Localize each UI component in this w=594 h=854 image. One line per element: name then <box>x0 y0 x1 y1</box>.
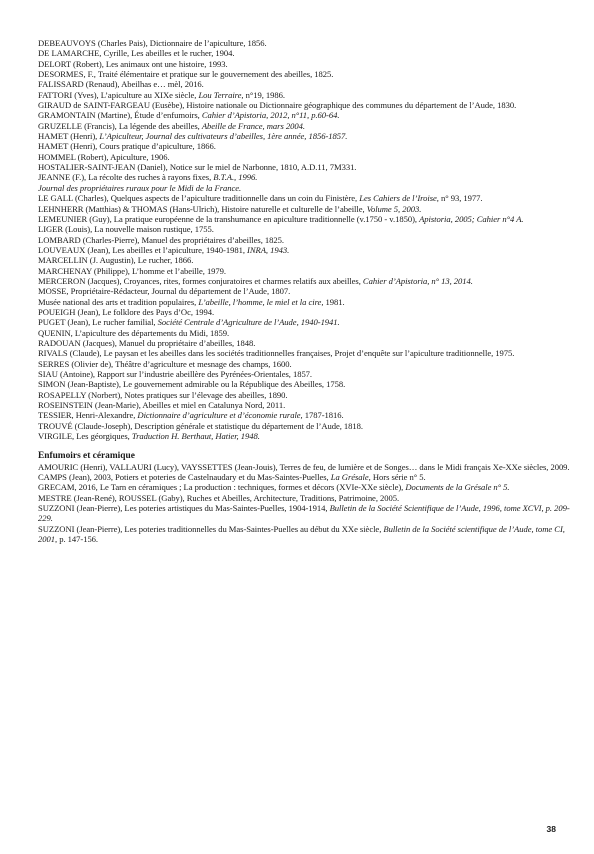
bibliography-entry <box>38 286 570 296</box>
bibliography-entry <box>38 472 570 482</box>
entry-italic-text: Journal des propriétaires ruraux pour le Midi de la France. <box>38 182 242 193</box>
bibliography-entry <box>38 255 570 265</box>
entry-text: DE LAMARCHE, Cyrille, Les abeilles et le rucher, 1904. <box>38 48 235 59</box>
bibliography-entry <box>38 493 570 503</box>
bibliography-entry <box>38 235 570 245</box>
bibliography-entry <box>38 462 570 472</box>
entry-text: VIRGILE, Les géorgiques, <box>38 431 132 442</box>
entry-text: Musée national des arts et tradition populaires, <box>38 296 199 307</box>
entry-trailing-text: , Hors série n° 5. <box>368 472 426 483</box>
bibliography-entry <box>38 400 570 410</box>
entry-italic-text: La Grésale <box>330 472 369 483</box>
entry-italic-text: INRA, 1943. <box>247 244 290 255</box>
entry-trailing-text: , 1981. <box>321 296 345 307</box>
entry-text: MOSSE, Propriétaire-Rédacteur, Journal du département de l’Aude, 1807. <box>38 286 291 297</box>
entry-trailing-text: , p. 147-156. <box>55 534 99 545</box>
entry-text: LOUVEAUX (Jean), Les abeilles et l’apiculture, 1940-1981, <box>38 244 248 255</box>
entry-trailing-text: , n° 93, 1977. <box>436 193 483 204</box>
bibliography-entry <box>38 193 570 203</box>
bibliography-entry <box>38 131 570 141</box>
entry-text: MERCERON (Jacques), Croyances, rites, formes conjuratoires et charmes relatifs aux abeilles, <box>38 275 363 286</box>
page-number: 38 <box>546 824 556 834</box>
entry-italic-text: Cahier d’Apistoria, 2012, n°11, p.60-64. <box>201 110 340 121</box>
bibliography-entry <box>38 69 570 79</box>
entry-italic-text: Abeille de France, mars 2004. <box>201 120 305 131</box>
entry-italic-text: L’Apiculteur, Journal des cultivateurs d’abeilles, 1ère année, 1856-1857. <box>99 131 348 142</box>
entry-text: PUGET (Jean), Le rucher familial, <box>38 317 158 328</box>
bibliography-entry <box>38 328 570 338</box>
bibliography-entry <box>38 338 570 348</box>
bibliography-entry <box>38 204 570 214</box>
entry-italic-text: Volume 5, 2003. <box>366 203 422 214</box>
bibliography-entry <box>38 431 570 441</box>
entry-text: CAMPS (Jean), 2003, Potiers et poteries de Castelnaudary et du Mas-Saintes-Puelles, <box>38 472 331 483</box>
entry-text: LE GALL (Charles), Quelques aspects de l’apiculture traditionnelle dans un coin du Finistère, <box>38 193 360 204</box>
entry-text: ROSAPELLY (Norbert), Notes pratiques sur l’élevage des abeilles, 1890. <box>38 389 288 400</box>
entry-text: SUZZONI (Jean-Pierre), Les poteries artistiques du Mas-Saintes-Puelles, 1904-1914, <box>38 503 330 514</box>
bibliography-entry <box>38 100 570 110</box>
bibliography-entry <box>38 482 570 492</box>
entry-text: LOMBARD (Charles-Pierre), Manuel des propriétaires d’abeilles, 1825. <box>38 234 284 245</box>
entry-italic-text: Dictionnaire d’agriculture et d’économie rurale <box>137 410 301 421</box>
ceramics-bibliography-list <box>38 462 570 545</box>
entry-text: LEMEUNIER (Guy), La pratique européenne de la transhumance en apiculture traditionnelle (v.1750 - v.1850), <box>38 213 420 224</box>
bibliography-list <box>38 38 570 441</box>
bibliography-entry <box>38 214 570 224</box>
entry-text: HOMMEL (Robert), Apiculture, 1906. <box>38 151 170 162</box>
entry-trailing-text: , 1787-1816. <box>300 410 344 421</box>
entry-text: SERRES (Olivier de), Théâtre d’agriculture et mesnage des champs, 1600. <box>38 358 292 369</box>
bibliography-entry <box>38 48 570 58</box>
entry-text: POUEIGH (Jean), Le folklore des Pays d’Oc, 1994. <box>38 306 215 317</box>
bibliography-entry <box>38 245 570 255</box>
entry-text: DEBEAUVOYS (Charles Pais), Dictionnaire de l’apiculture, 1856. <box>38 38 267 48</box>
entry-text: AMOURIC (Henri), VALLAURI (Lucy), VAYSSETTES (Jean-Jouis), Terres de feu, de lumière et de Songes… dans le Midi français Xe-XXe siècles, 2009. <box>38 461 570 472</box>
bibliography-entry <box>38 79 570 89</box>
bibliography-entry <box>38 162 570 172</box>
bibliography-entry <box>38 276 570 286</box>
bibliography-entry <box>38 503 570 524</box>
entry-text: SUZZONI (Jean-Pierre), Les poteries traditionnelles du Mas-Saintes-Puelles au début du XXe siècle, <box>38 523 384 534</box>
entry-text: ROSEINSTEIN (Jean-Marie), Abeilles et miel en Catalunya Nord, 2011. <box>38 400 286 411</box>
entry-text: RIVALS (Claude), Le paysan et les abeilles dans les sociétés traditionnelles françaises, Projet d’enquête sur l’apiculture traditionnelle, 1975. <box>38 348 515 359</box>
entry-italic-text: Apistoria, 2005; Cahier n°4 A. <box>419 213 524 224</box>
bibliography-entry <box>38 359 570 369</box>
entry-italic-text: B.T.A., 1996. <box>213 172 258 183</box>
entry-text: TROUVÉ (Claude-Joseph), Description générale et statistique du département de l’Aude, 1818. <box>38 420 364 431</box>
entry-text: HOSTALIER-SAINT-JEAN (Daniel), Notice sur le miel de Narbonne, 1810, A.D.11, 7M331. <box>38 162 357 173</box>
bibliography-entry <box>38 297 570 307</box>
entry-italic-text: Cahier d’Apistoria, n° 13, 2014. <box>362 275 473 286</box>
entry-text: TESSIER, Henri-Alexandre, <box>38 410 138 421</box>
entry-italic-text: Les Cahiers de l’Iroise <box>359 193 437 204</box>
bibliography-entry <box>38 317 570 327</box>
entry-text: RADOUAN (Jacques), Manuel du propriétaire d’abeilles, 1848. <box>38 337 256 348</box>
bibliography-entry <box>38 421 570 431</box>
entry-text: GRAMONTAIN (Martine), Étude d’enfumoirs, <box>38 110 202 121</box>
entry-italic-text: Traduction H. Berthaut, Hatier, 1948. <box>131 431 260 442</box>
bibliography-entry <box>38 379 570 389</box>
entry-text: SIMON (Jean-Baptiste), Le gouvernement admirable ou la République des Abeilles, 1758. <box>38 379 346 390</box>
bibliography-entry <box>38 369 570 379</box>
entry-italic-text: Bulletin de la Société scientifique de l’Aude, tome CI, 2001 <box>38 523 565 545</box>
entry-italic-text: Lou Terraire <box>198 89 242 100</box>
entry-text: GIRAUD de SAINT-FARGEAU (Eusèbe), Histoire nationale ou Dictionnaire géographique des communes du département de l’Aude, 1830. <box>38 100 517 111</box>
entry-text: FATTORI (Yves), L’apiculture au XIXe siècle, <box>38 89 199 100</box>
entry-text: GRUZELLE (Francis), La légende des abeilles, <box>38 120 202 131</box>
bibliography-entry <box>38 59 570 69</box>
entry-trailing-text: , n°19, 1986. <box>241 89 286 100</box>
section-heading: Enfumoirs et céramique <box>38 451 135 462</box>
entry-text: JEANNE (F.), La récolte des ruches à rayons fixes, <box>38 172 214 183</box>
entry-text: LEHNHERR (Matthias) & THOMAS (Hans-Ulrich), Histoire naturelle et culturelle de l’abeille, <box>38 203 367 214</box>
bibliography-entry <box>38 307 570 317</box>
entry-text: HAMET (Henri), Cours pratique d’apiculture, 1866. <box>38 141 216 152</box>
entry-italic-text: L’abeille, l’homme, le miel et la cire <box>198 296 322 307</box>
bibliography-entry <box>38 110 570 120</box>
entry-text: DESORMES, F., Traité élémentaire et pratique sur le gouvernement des abeilles, 1825. <box>38 69 334 80</box>
bibliography-page <box>38 38 570 545</box>
entry-text: HAMET (Henri), <box>38 131 100 142</box>
bibliography-entry <box>38 524 570 545</box>
entry-text: LIGER (Louis), La nouvelle maison rustique, 1755. <box>38 224 214 235</box>
bibliography-entry <box>38 121 570 131</box>
entry-italic-text: Bulletin de la Société Scientifique de l’Aude, 1996, tome XCVI, p. 209-229. <box>38 503 570 524</box>
bibliography-entry <box>38 410 570 420</box>
entry-text: MESTRE (Jean-René), ROUSSEL (Gaby), Ruches et Abeilles, Architecture, Traditions, Patrimoine, 2005. <box>38 492 400 503</box>
entry-italic-text: Société Centrale d’Agriculture de l’Aude, 1940-1941. <box>157 317 340 328</box>
bibliography-entry <box>38 38 570 48</box>
bibliography-entry <box>38 224 570 234</box>
entry-text: DELORT (Robert), Les animaux ont une histoire, 1993. <box>38 58 228 69</box>
bibliography-entry <box>38 390 570 400</box>
entry-italic-text: Documents de la Grésale n° 5. <box>405 482 510 493</box>
bibliography-entry <box>38 152 570 162</box>
bibliography-entry <box>38 348 570 358</box>
entry-text: SIAU (Antoine), Rapport sur l’industrie abeillère des Pyrénées-Orientales, 1857. <box>38 369 313 379</box>
bibliography-entry <box>38 183 570 193</box>
entry-text: FALISSARD (Renaud), Abeilhas e… mèl, 2016. <box>38 79 204 90</box>
entry-text: MARCHENAY (Philippe), L’homme et l’abeille, 1979. <box>38 265 227 276</box>
bibliography-entry <box>38 141 570 151</box>
entry-text: MARCELLIN (J. Augustin), Le rucher, 1866. <box>38 255 194 266</box>
bibliography-entry <box>38 172 570 182</box>
entry-text: QUENIN, L’apiculture des départements du Midi, 1859. <box>38 327 230 338</box>
bibliography-entry <box>38 90 570 100</box>
bibliography-entry <box>38 266 570 276</box>
entry-text: GRECAM, 2016, Le Tarn en céramiques ; La production : techniques, formes et décors (XVIe-XXe siècle), <box>38 482 406 493</box>
